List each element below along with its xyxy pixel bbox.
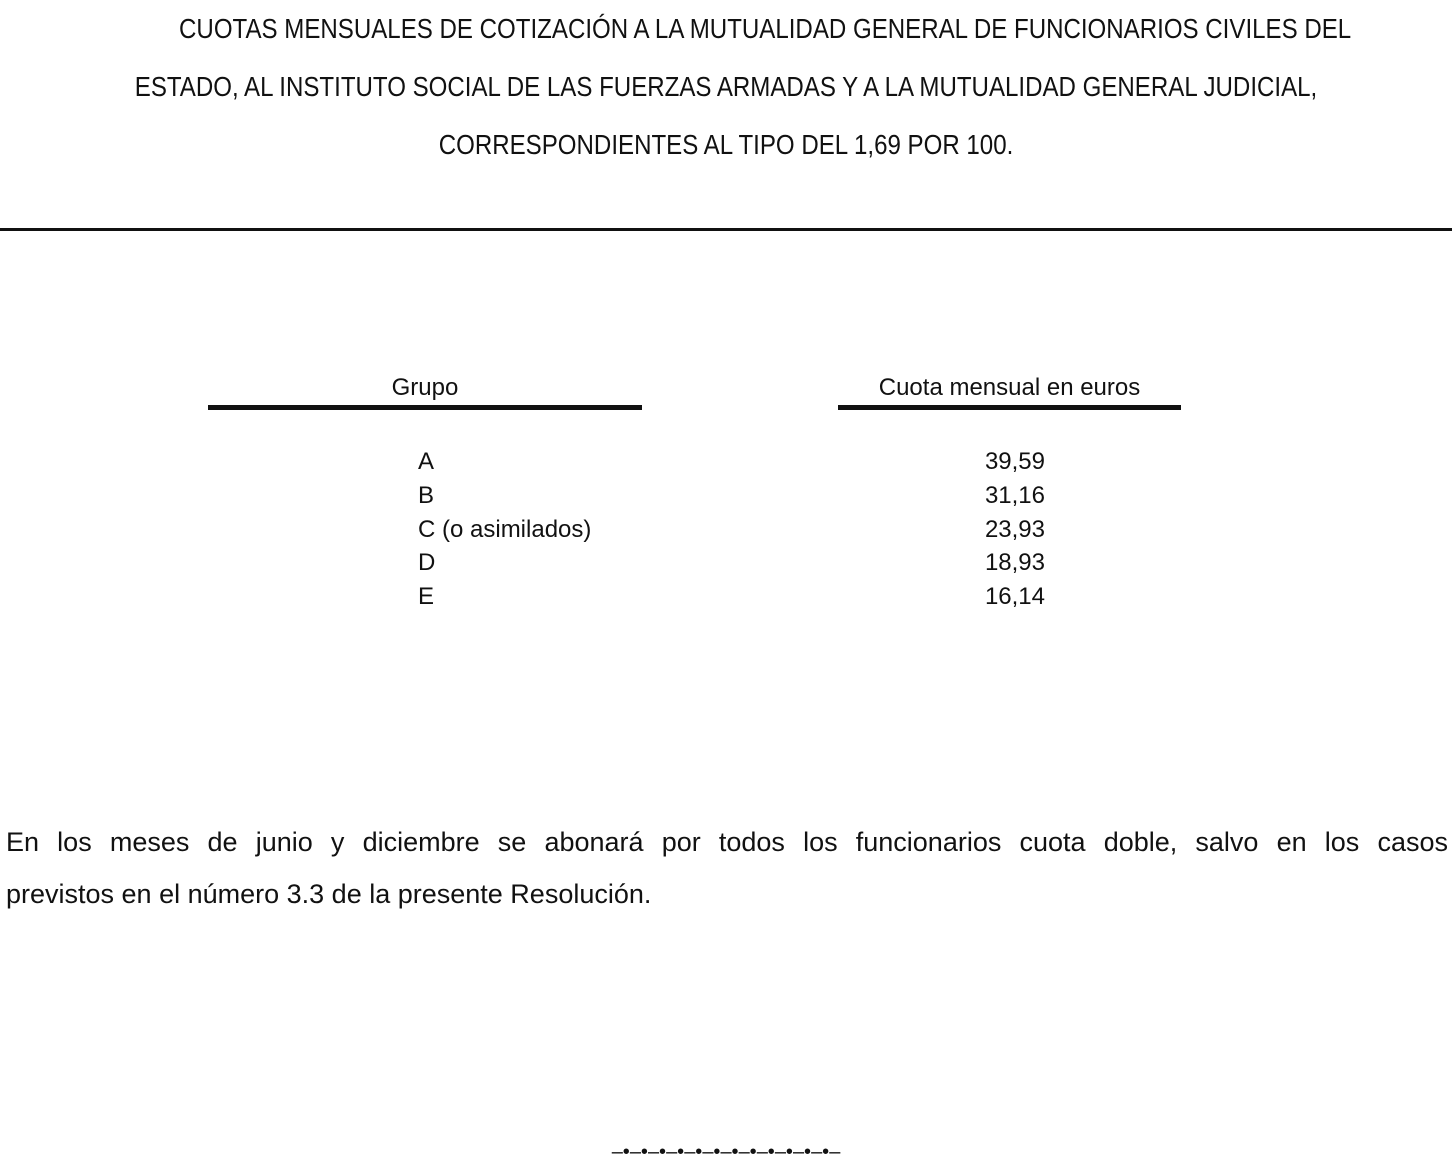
double-quota-note <box>6 816 1448 920</box>
table-row <box>0 580 1452 614</box>
grupo-cell: C (o asimilados) <box>418 515 592 543</box>
column-header-cuota: Cuota mensual en euros <box>878 374 1141 401</box>
grupo-cell: D <box>418 549 436 577</box>
note-line-1: En los meses de junio y diciembre se abonará por todos los funcionarios cuota doble, salvo en los casos <box>6 827 1448 857</box>
header-underline-grupo <box>208 405 642 410</box>
grupo-cell: B <box>418 481 435 509</box>
cuota-cell: 39,59 <box>984 448 1045 475</box>
document-title <box>102 0 1351 174</box>
table-row <box>0 546 1452 580</box>
title-line-1: CUOTAS MENSUALES DE COTIZACIÓN A LA MUTUALIDAD GENERAL DE FUNCIONARIOS CIVILES DEL <box>179 13 1352 44</box>
grupo-cell: A <box>418 448 435 475</box>
title-line-2: ESTADO, AL INSTITUTO SOCIAL DE LAS FUERZAS ARMADAS Y A LA MUTUALIDAD GENERAL JUDICIAL, <box>134 71 1318 102</box>
end-of-section-ornament: –•–•–•–•–•–•–•–•–•–•–•–•– <box>611 1141 841 1163</box>
table-row <box>0 513 1452 547</box>
cuota-cell: 23,93 <box>984 515 1045 543</box>
cuota-cell: 31,16 <box>984 481 1045 509</box>
title-divider <box>0 228 1452 231</box>
table-row <box>0 445 1452 479</box>
quota-table <box>0 445 1452 614</box>
note-line-2: previstos en el número 3.3 de la presente Resolución. <box>6 879 652 909</box>
column-header-grupo: Grupo <box>391 374 459 401</box>
header-underline-cuota <box>838 405 1181 410</box>
table-row <box>0 479 1452 513</box>
cuota-cell: 16,14 <box>984 583 1045 611</box>
cuota-cell: 18,93 <box>984 549 1045 577</box>
title-line-3: CORRESPONDIENTES AL TIPO DEL 1,69 POR 100. <box>438 129 1014 160</box>
grupo-cell: E <box>418 583 435 611</box>
